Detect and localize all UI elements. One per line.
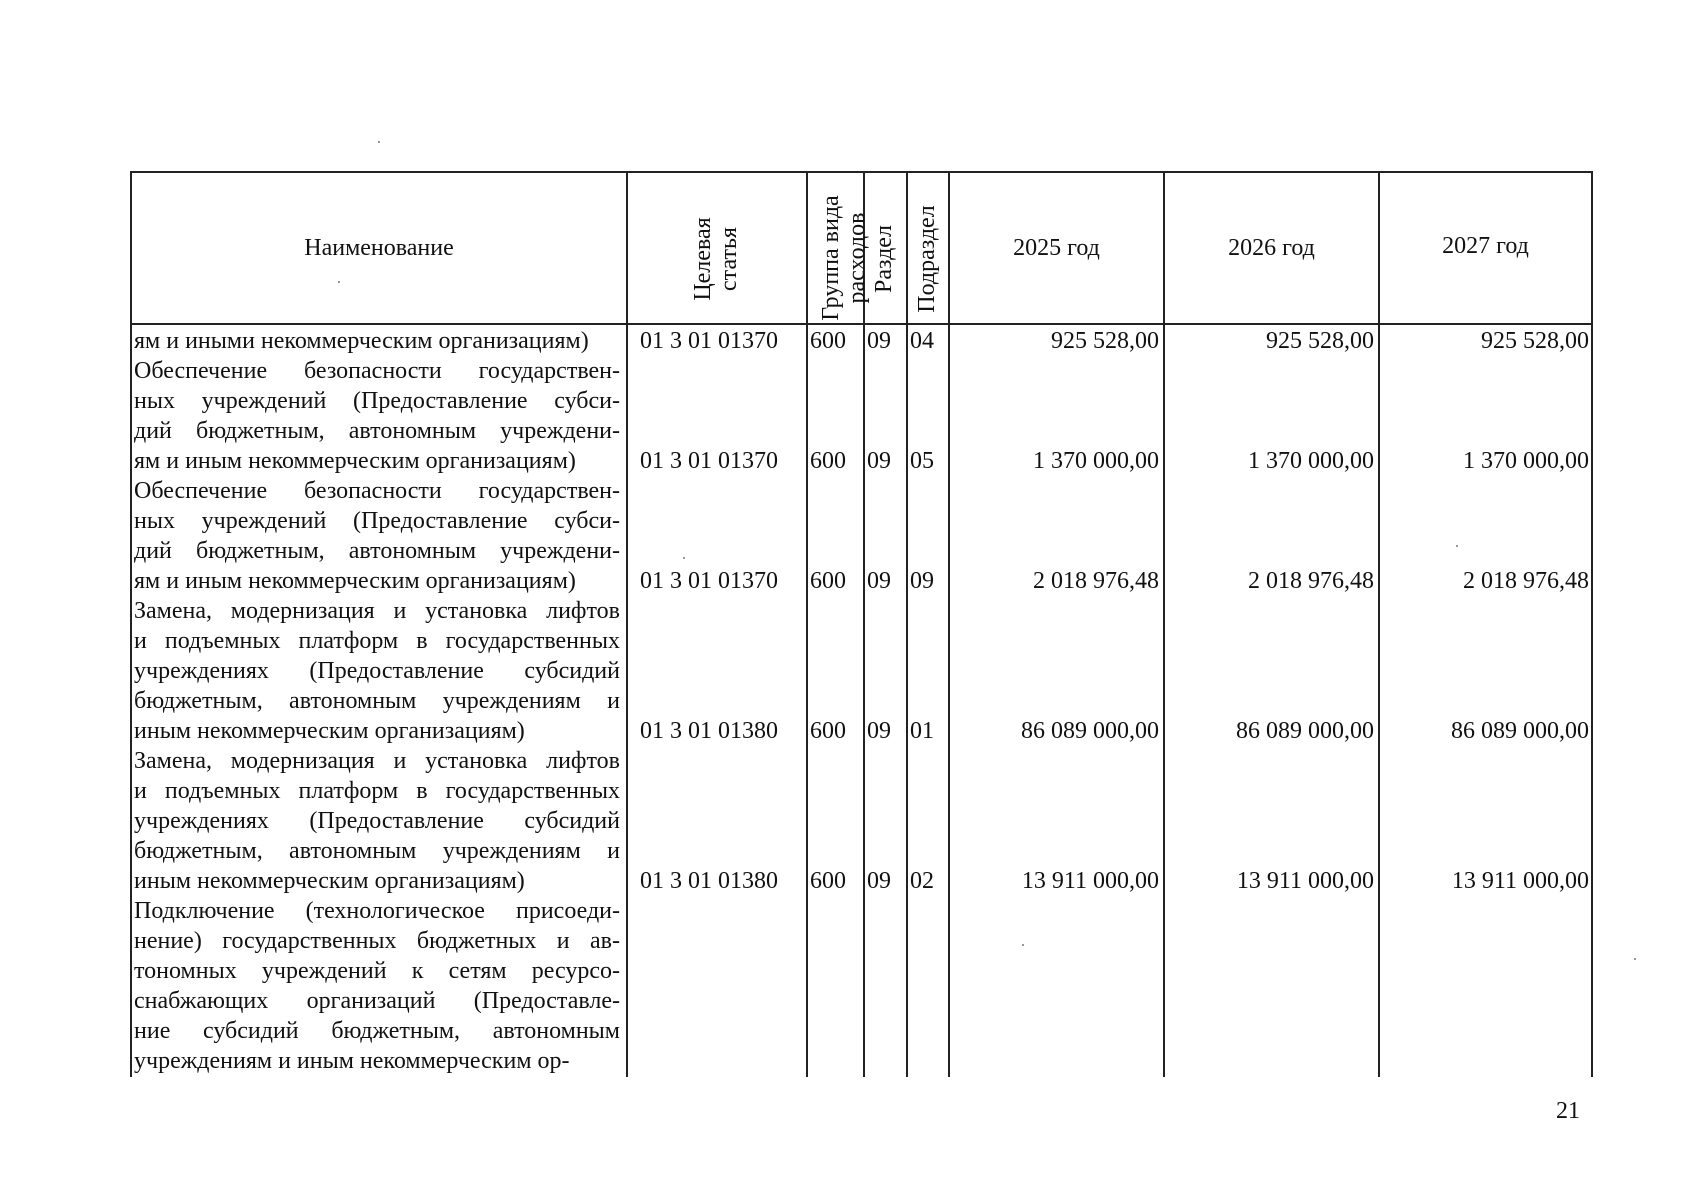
row-amount-2026: 925 528,00	[1266, 328, 1374, 354]
row-section: 09	[867, 718, 891, 744]
row-section: 09	[867, 568, 891, 594]
row-name-line: Обеспечение безопасности государствен-	[134, 358, 620, 384]
row-amount-2027: 925 528,00	[1481, 328, 1589, 354]
scan-speck	[338, 281, 340, 283]
row-amount-2025: 2 018 976,48	[1033, 568, 1159, 594]
row-section: 09	[867, 868, 891, 894]
header-year-2027: 2027 год	[1442, 233, 1529, 259]
row-subsection: 01	[910, 718, 934, 744]
row-name-line: учреждениях (Предоставление субсидий	[134, 808, 620, 834]
budget-table	[130, 171, 1593, 1077]
row-name	[134, 476, 620, 596]
header-year-2026: 2026 год	[1228, 235, 1315, 261]
row-amount-2025: 925 528,00	[1051, 328, 1159, 354]
header-target-article	[690, 199, 746, 319]
header-target-article-line2: статья	[716, 227, 742, 291]
column-border	[130, 171, 132, 1077]
header-expense-group-line1: Группа вида	[818, 195, 844, 321]
row-name-line: ям и иными некоммерческим организациям)	[134, 328, 589, 354]
column-border	[1378, 171, 1380, 1077]
row-name	[134, 356, 620, 476]
row-amount-2027: 1 370 000,00	[1463, 448, 1589, 474]
row-subsection: 09	[910, 568, 934, 594]
row-expense-group: 600	[810, 568, 846, 594]
row-amount-2025: 86 089 000,00	[1021, 718, 1159, 744]
column-border	[1591, 171, 1593, 1077]
row-amount-2027: 86 089 000,00	[1451, 718, 1589, 744]
row-name-line: учреждениях (Предоставление субсидий	[134, 658, 620, 684]
column-border	[806, 171, 808, 1077]
row-name-line: дий бюджетным, автономным учреждени-	[134, 538, 620, 564]
row-name	[134, 896, 620, 1076]
row-expense-group: 600	[810, 448, 846, 474]
row-target-article: 01 3 01 01370	[640, 328, 778, 354]
row-expense-group: 600	[810, 868, 846, 894]
row-name-line: нение) государственных бюджетных и ав-	[134, 928, 620, 954]
row-name-line: учреждениям и иным некоммерческим ор-	[134, 1048, 570, 1074]
row-name-line: ям и иным некоммерческим организациям)	[134, 568, 576, 594]
scan-speck	[1022, 944, 1024, 946]
header-section: Раздел	[871, 225, 897, 293]
row-name-line: тономных учреждений к сетям ресурсо-	[134, 958, 620, 984]
table-top-border	[130, 171, 1593, 173]
row-name	[134, 746, 620, 896]
row-section: 09	[867, 448, 891, 474]
row-subsection: 02	[910, 868, 934, 894]
row-expense-group: 600	[810, 328, 846, 354]
row-target-article: 01 3 01 01380	[640, 868, 778, 894]
row-subsection: 04	[910, 328, 934, 354]
row-name-line: ных учреждений (Предоставление субси-	[134, 388, 620, 414]
row-target-article: 01 3 01 01380	[640, 718, 778, 744]
row-subsection: 05	[910, 448, 934, 474]
scan-speck	[683, 557, 685, 559]
page-number: 21	[1556, 1098, 1580, 1124]
row-name-line: ям и иным некоммерческим организациям)	[134, 448, 576, 474]
row-amount-2027: 2 018 976,48	[1463, 568, 1589, 594]
header-expense-group-line2: расходов	[844, 212, 870, 304]
row-amount-2026: 13 911 000,00	[1236, 868, 1374, 894]
row-name-line: бюджетным, автономным учреждениям и	[134, 838, 620, 864]
row-name-line: и подъемных платформ в государственных	[134, 628, 620, 654]
row-target-article: 01 3 01 01370	[640, 448, 778, 474]
row-name-line: иным некоммерческим организациям)	[134, 718, 525, 744]
row-amount-2026: 2 018 976,48	[1248, 568, 1374, 594]
scan-speck	[1634, 958, 1636, 960]
scan-speck	[378, 141, 380, 143]
row-name-line: бюджетным, автономным учреждениям и	[134, 688, 620, 714]
row-name-line: Обеспечение безопасности государствен-	[134, 478, 620, 504]
scan-speck	[1456, 545, 1458, 547]
header-subsection: Подраздел	[914, 205, 940, 313]
row-section: 09	[867, 328, 891, 354]
row-amount-2025: 13 911 000,00	[1021, 868, 1159, 894]
row-expense-group: 600	[810, 718, 846, 744]
row-amount-2026: 86 089 000,00	[1236, 718, 1374, 744]
row-amount-2026: 1 370 000,00	[1248, 448, 1374, 474]
row-name-line: дий бюджетным, автономным учреждени-	[134, 418, 620, 444]
row-name	[134, 326, 620, 356]
row-name-line: ние субсидий бюджетным, автономным	[134, 1018, 620, 1044]
row-name-line: иным некоммерческим организациям)	[134, 868, 525, 894]
row-amount-2025: 1 370 000,00	[1033, 448, 1159, 474]
header-year-2025: 2025 год	[1013, 235, 1100, 261]
row-name-line: и подъемных платформ в государственных	[134, 778, 620, 804]
row-name-line: Замена, модернизация и установка лифтов	[134, 748, 620, 774]
row-name	[134, 596, 620, 746]
row-amount-2027: 13 911 000,00	[1451, 868, 1589, 894]
header-name: Наименование	[304, 235, 454, 261]
row-target-article: 01 3 01 01370	[640, 568, 778, 594]
column-border	[1163, 171, 1165, 1077]
header-expense-group	[818, 186, 872, 330]
column-border	[626, 171, 628, 1077]
row-name-line: ных учреждений (Предоставление субси-	[134, 508, 620, 534]
column-border	[948, 171, 950, 1077]
column-border	[906, 171, 908, 1077]
row-name-line: Замена, модернизация и установка лифтов	[134, 598, 620, 624]
row-name-line: снабжающих организаций (Предоставле-	[134, 988, 620, 1014]
header-target-article-line1: Целевая	[690, 217, 716, 301]
row-name-line: Подключение (технологическое присоеди-	[134, 898, 620, 924]
